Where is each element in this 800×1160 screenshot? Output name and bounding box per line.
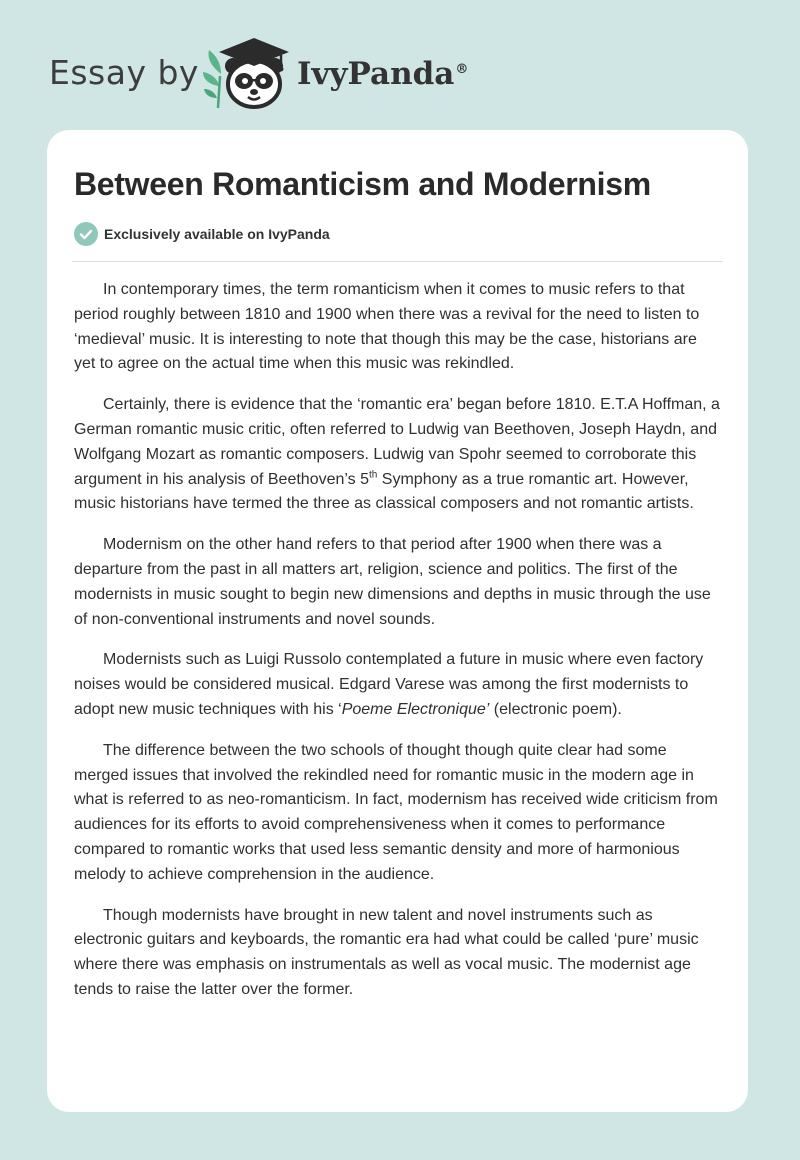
brand-name[interactable]: IvyPanda®: [297, 56, 469, 92]
paragraph-6: Though modernists have brought in new talent and novel instruments such as electronic guitars and keyboards, the romantic era had what could be called ‘pure’ music where there was emphasis on instrumentals as well as vocal music. The modernist age tends to raise the latter over the former.: [74, 906, 699, 998]
brand-header: [49, 36, 509, 110]
paragraph-2-text-end: Symphony as a true romantic art. However, music historians have termed the three as classical composers and not romantic artists.: [74, 470, 694, 513]
check-circle-icon: [74, 222, 98, 246]
registered-mark: ®: [455, 61, 469, 77]
exclusive-badge: [74, 222, 330, 246]
essay-body: [74, 278, 721, 1019]
paragraph-5: The difference between the two schools of thought though quite clear had some merged issues that involved the rekindled need for romantic music in the modern age in what is referred to as neo-romanticism. In fact, modernism has received wide criticism from audiences for its efforts to avoid comprehensiveness when it comes to performance compared to romantic works that used less semantic density and more of harmonious melody to achieve comprehension in the audience.: [74, 741, 718, 883]
brand-prefix: Essay by: [49, 53, 199, 92]
exclusive-badge-text: Exclusively available on IvyPanda: [104, 226, 330, 242]
paragraph-1: In contemporary times, the term romanticism when it comes to music refers to that period roughly between 1810 and 1900 when there was a revival for the need to listen to ‘medieval’ music. It is interesting to note that though this may be the case, historians are yet to agree on the actual time when this music was rekindled.: [74, 281, 700, 373]
paragraph-2-text: Certainly, there is evidence that the ‘romantic era’ began before 1810. E.T.A Hoffman, a German romantic music critic, often referred to Ludwig van Beethoven, Joseph Haydn, and Wolfgang Mozart as romantic composers. Ludwig van Spohr seemed to corroborate this argument in his analysis of Beethoven’s 5: [74, 396, 720, 488]
page-title: Between Romanticism and Modernism: [74, 166, 651, 202]
paragraph-4: [74, 648, 721, 722]
panda-graduate-icon[interactable]: [201, 36, 293, 110]
paragraph-3: Modernism on the other hand refers to that period after 1900 when there was a departure from the past in all matters art, religion, science and politics. The first of the modernists in music sought to begin new dimensions and depths in music through the use of non-conventional instruments and novel sounds.: [74, 536, 711, 628]
paragraph-4-text: Modernists such as Luigi Russolo contemplated a future in music where even factory noises would be considered musical. Edgard Varese was among the first modernists to adopt new music techniques with his ‘: [74, 651, 704, 718]
work-title: Poeme Electronique’: [341, 700, 490, 718]
paragraph-2: [74, 393, 721, 517]
paragraph-4-text-end: (electronic poem).: [489, 700, 622, 718]
ordinal-suffix: th: [369, 469, 378, 481]
essay-card: [47, 130, 748, 1112]
divider: [72, 261, 723, 262]
